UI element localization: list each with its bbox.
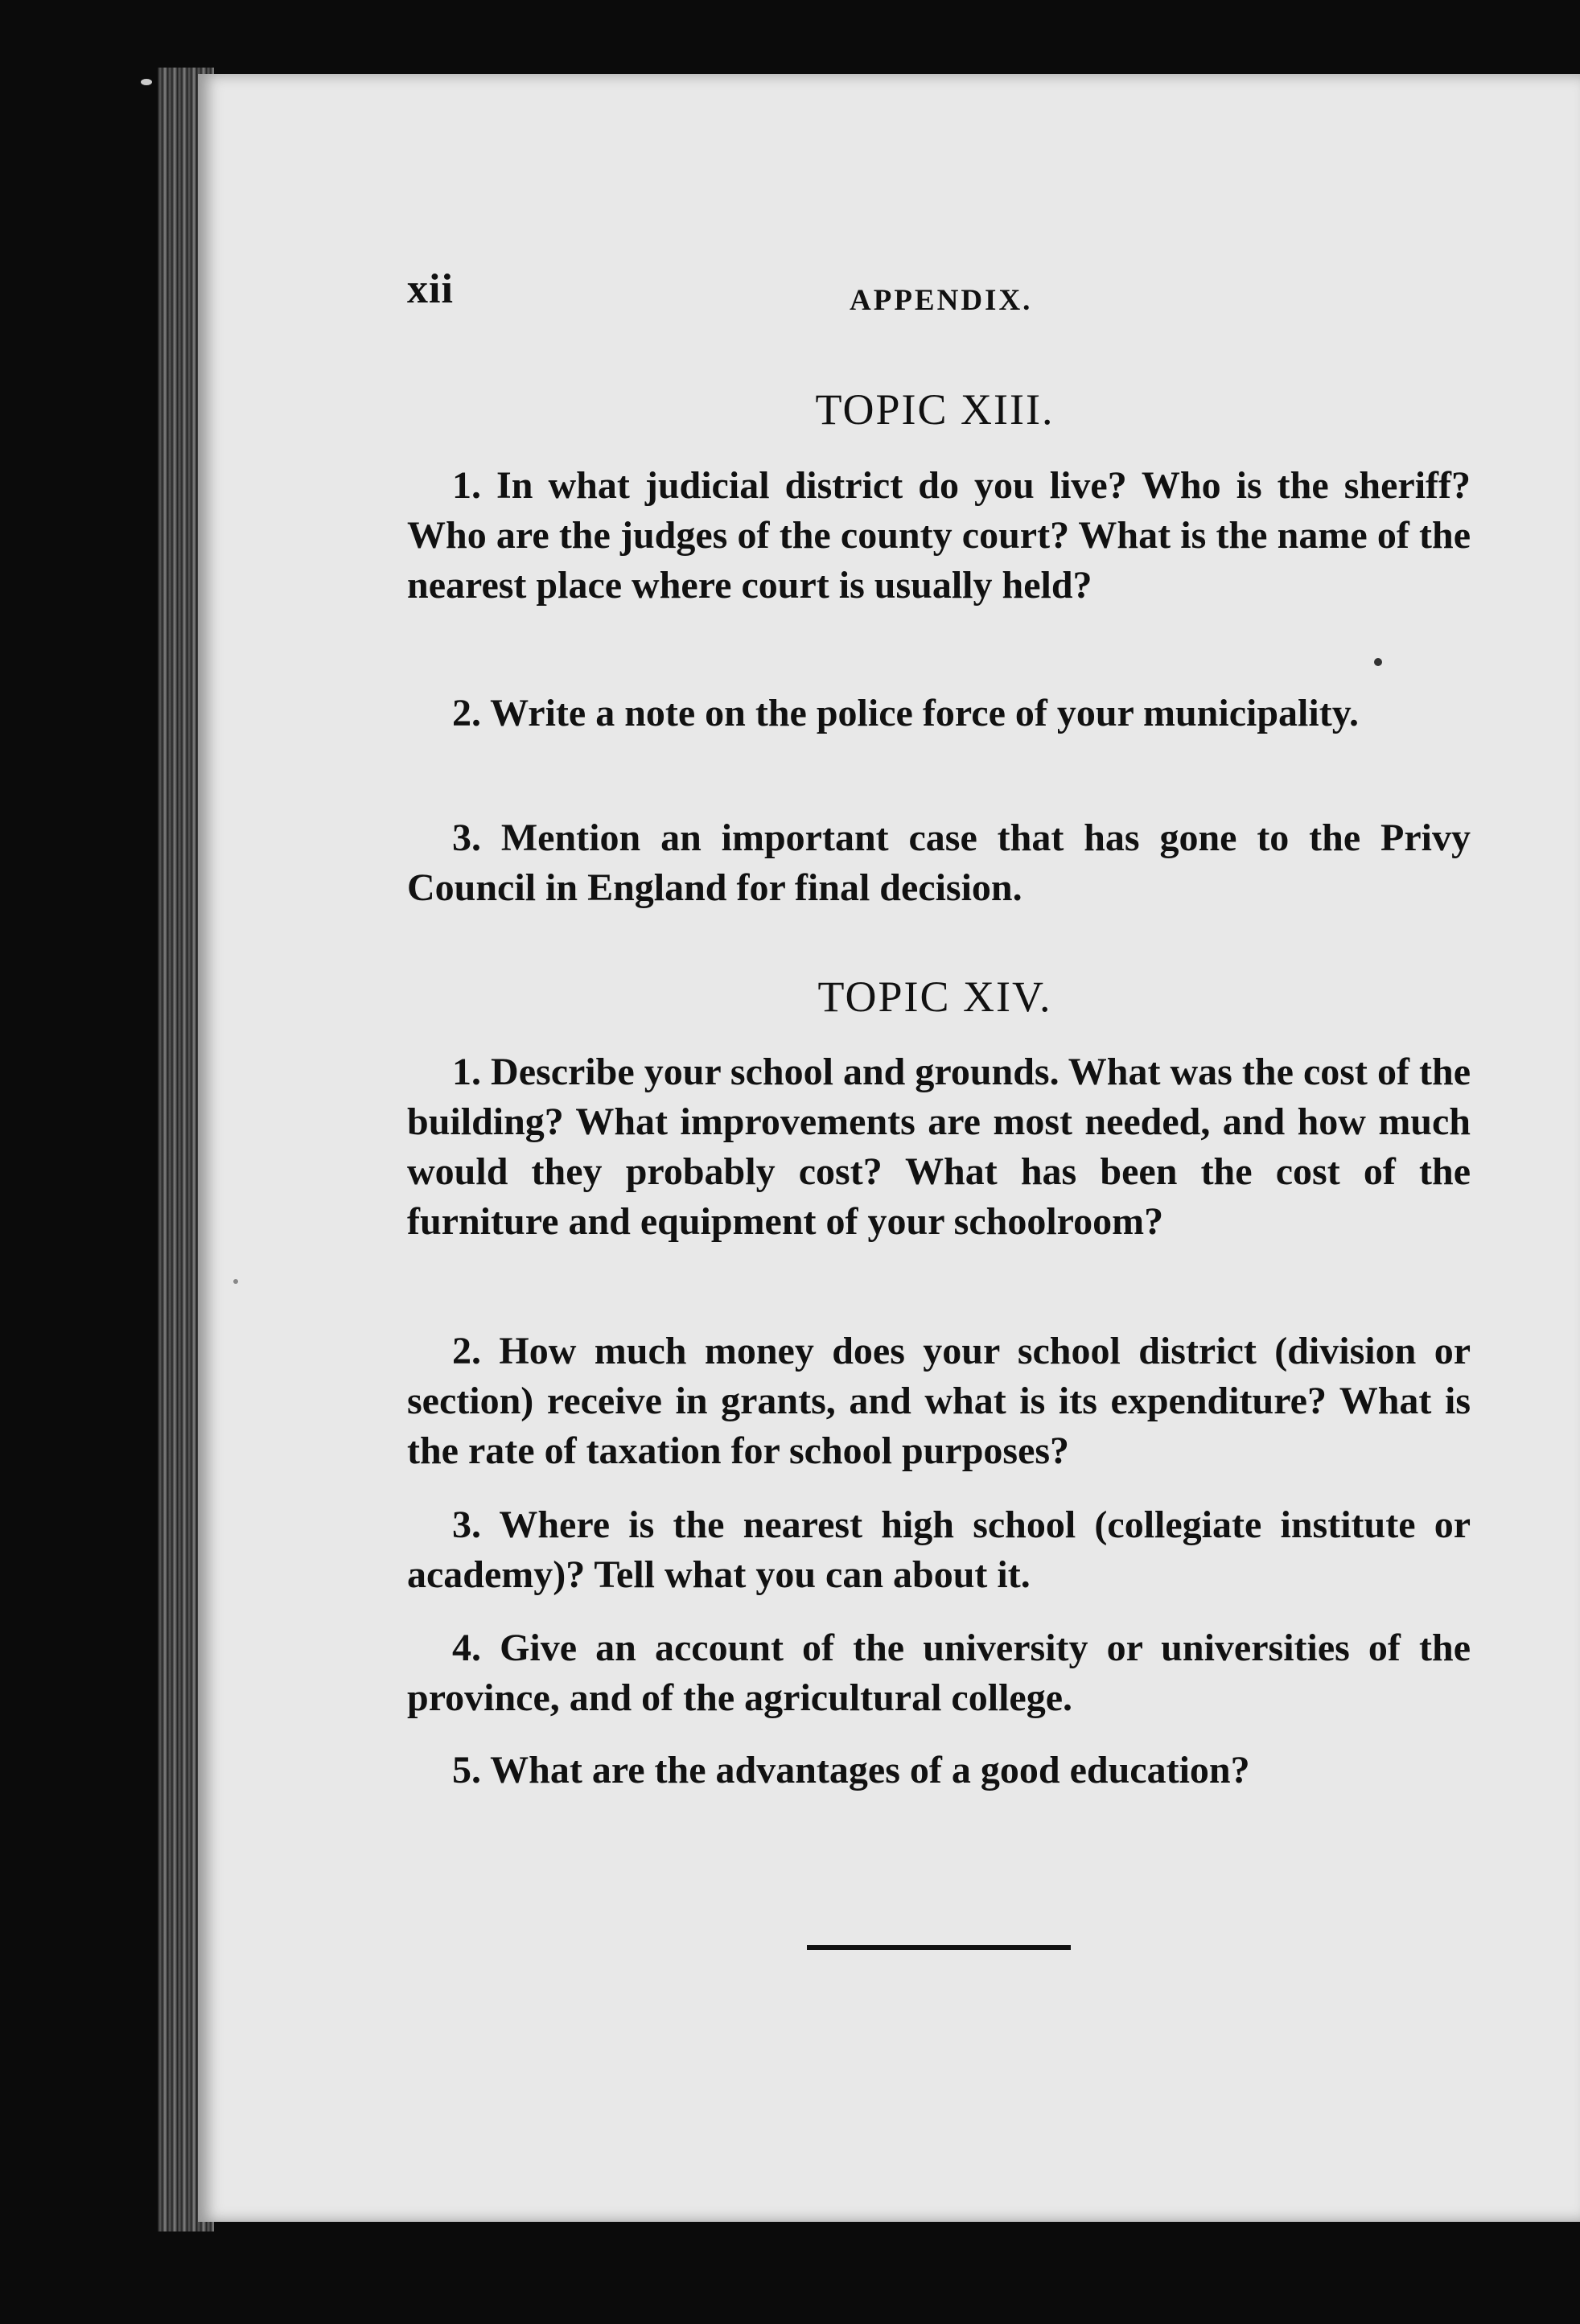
- end-rule-divider: [807, 1945, 1071, 1950]
- question-paragraph: 3. Where is the nearest high school (collegiate institute or academy)? Tell what you can about it.: [407, 1503, 1471, 1596]
- question-paragraph: 5. What are the advantages of a good education?: [452, 1749, 1250, 1791]
- scan-artifact: [233, 1279, 238, 1284]
- scan-artifact: [141, 79, 152, 85]
- question-paragraph: 2. Write a note on the police force of your municipality.: [452, 692, 1360, 734]
- question-paragraph: 1. Describe your school and grounds. What was the cost of the building? What improvements are most needed, and how much would they probably cost? What has been the cost of the furniture and equipment of your schoolroom?: [407, 1051, 1471, 1243]
- ink-speck: [1374, 658, 1382, 666]
- question-paragraph: 4. Give an account of the university or universities of the province, and of the agricultural college.: [407, 1627, 1471, 1719]
- page-number: xii: [407, 266, 454, 312]
- question-paragraph: 3. Mention an important case that has gone to the Privy Council in England for final decision.: [407, 816, 1471, 909]
- running-head: APPENDIX.: [850, 284, 1033, 317]
- topic-heading-14: TOPIC XIV.: [817, 973, 1052, 1021]
- question-paragraph: 1. In what judicial district do you live? Who is the sheriff? Who are the judges of the county court? What is the name of the nearest place where court is usually held?: [407, 464, 1471, 607]
- topic-heading-13: TOPIC XIII.: [815, 385, 1055, 434]
- question-paragraph: 2. How much money does your school district (division or section) receive in grants, and what is its expenditure? What is the rate of taxation for school purposes?: [407, 1330, 1471, 1472]
